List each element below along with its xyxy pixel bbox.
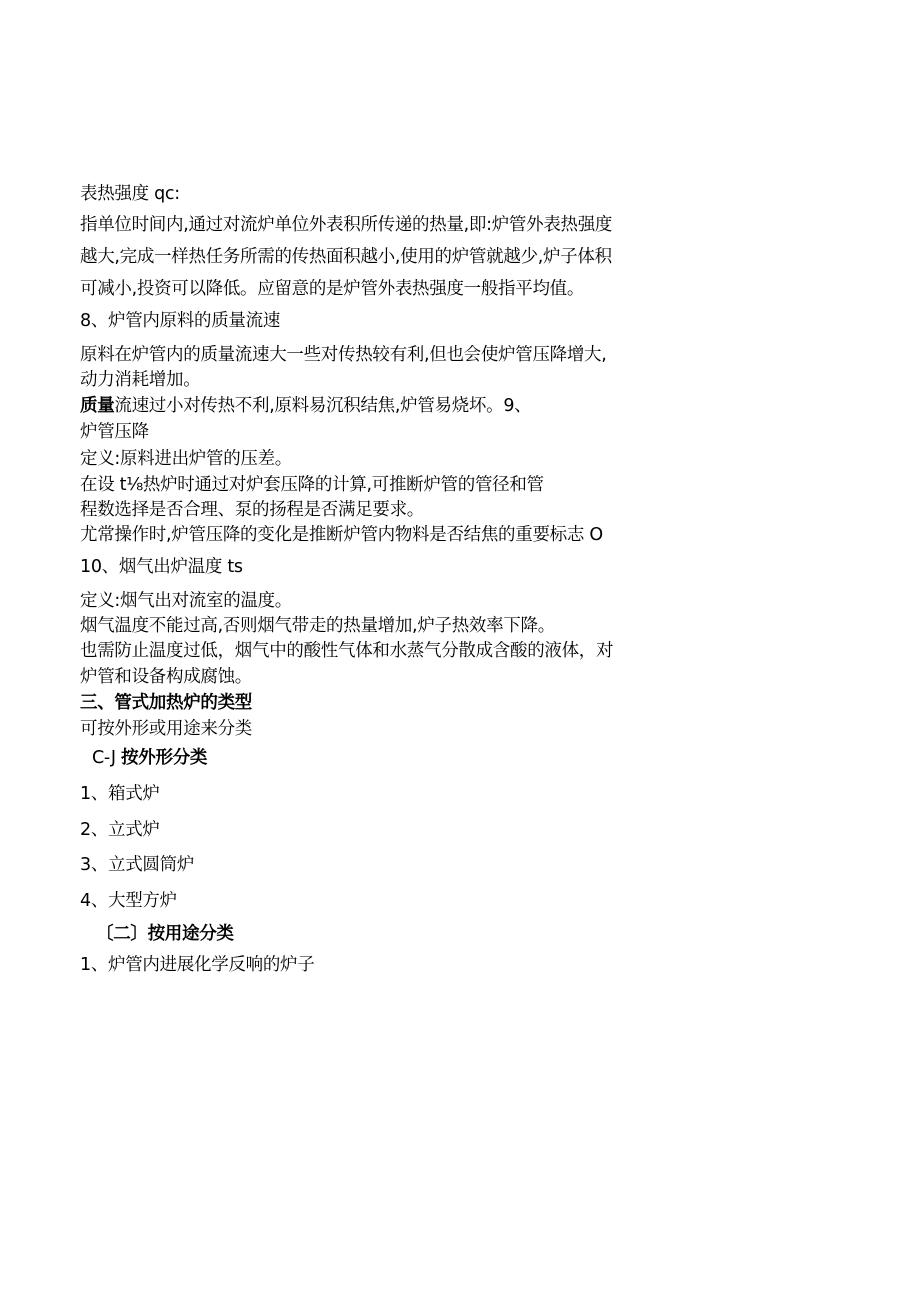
list-item: 4、大型方炉 (80, 891, 177, 911)
text-line: 动力消耗增加。 (80, 370, 201, 390)
list-item: 3、立式圆筒炉 (80, 855, 195, 875)
section-heading-flue-gas-temp: 10、烟气出炉温度 ts (80, 557, 243, 577)
text-line: 定义:原料进出炉管的压差。 (80, 449, 292, 469)
text-line: 炉管和设备构成腐蚀。 (80, 667, 252, 687)
text-line: 指单位时间内,通过对流炉单位外表积所传递的热量,即:炉管外表热强度 (80, 215, 613, 235)
list-item: 1、炉管内进展化学反响的炉子 (80, 955, 315, 975)
text-line: 可按外形或用途来分类 (80, 719, 252, 739)
text-span: C-J (92, 748, 122, 768)
text-line: 定义:烟气出对流室的温度。 (80, 591, 292, 611)
subheading-by-shape (92, 746, 207, 770)
chapter-heading-furnace-types: 三、管式加热炉的类型 (80, 693, 252, 713)
text-line: 程数选择是否合理、泵的扬程是否满足要求。 (80, 500, 424, 520)
text-line: 也需防止温度过低，烟气中的酸性气体和水蒸气分散成含酸的液体，对 (80, 641, 614, 661)
text-line: 可减小,投资可以降低。应留意的是炉管外表热强度一般指平均值。 (80, 279, 585, 299)
subheading-by-use: 〔二〕按用途分类 (96, 924, 234, 944)
section-heading-pressure-drop: 炉管压降 (80, 422, 149, 442)
text-line: 尤常操作时,炉管压降的变化是推断炉管内物料是否结焦的重要标志 O (80, 525, 603, 545)
list-item: 2、立式炉 (80, 820, 160, 840)
text-line-surface-heat-intensity-label: 表热强度 qc: (80, 184, 180, 204)
text-line: 越大,完成一样热任务所需的传热面积越小,使用的炉管就越少,炉子体积 (80, 247, 612, 267)
text-line-mixed (80, 394, 531, 418)
section-heading-mass-flow: 8、炉管内原料的质量流速 (80, 311, 281, 331)
text-line: 烟气温度不能过高,否则烟气带走的热量增加,炉子热效率下降。 (80, 616, 555, 636)
text-span: 流速过小对传热不利,原料易沉积结焦,炉管易烧坏。9、 (114, 396, 532, 416)
list-item: 1、箱式炉 (80, 784, 160, 804)
bold-term: 按外形分类 (121, 748, 208, 768)
text-line: 原料在炉管内的质量流速大一些对传热较有利,但也会使炉管压降增大, (80, 345, 607, 365)
text-line: 在设 t⅛热炉时通过对炉套压降的计算,可推断炉管的管径和管 (80, 475, 544, 495)
bold-term: 质量 (80, 396, 115, 416)
